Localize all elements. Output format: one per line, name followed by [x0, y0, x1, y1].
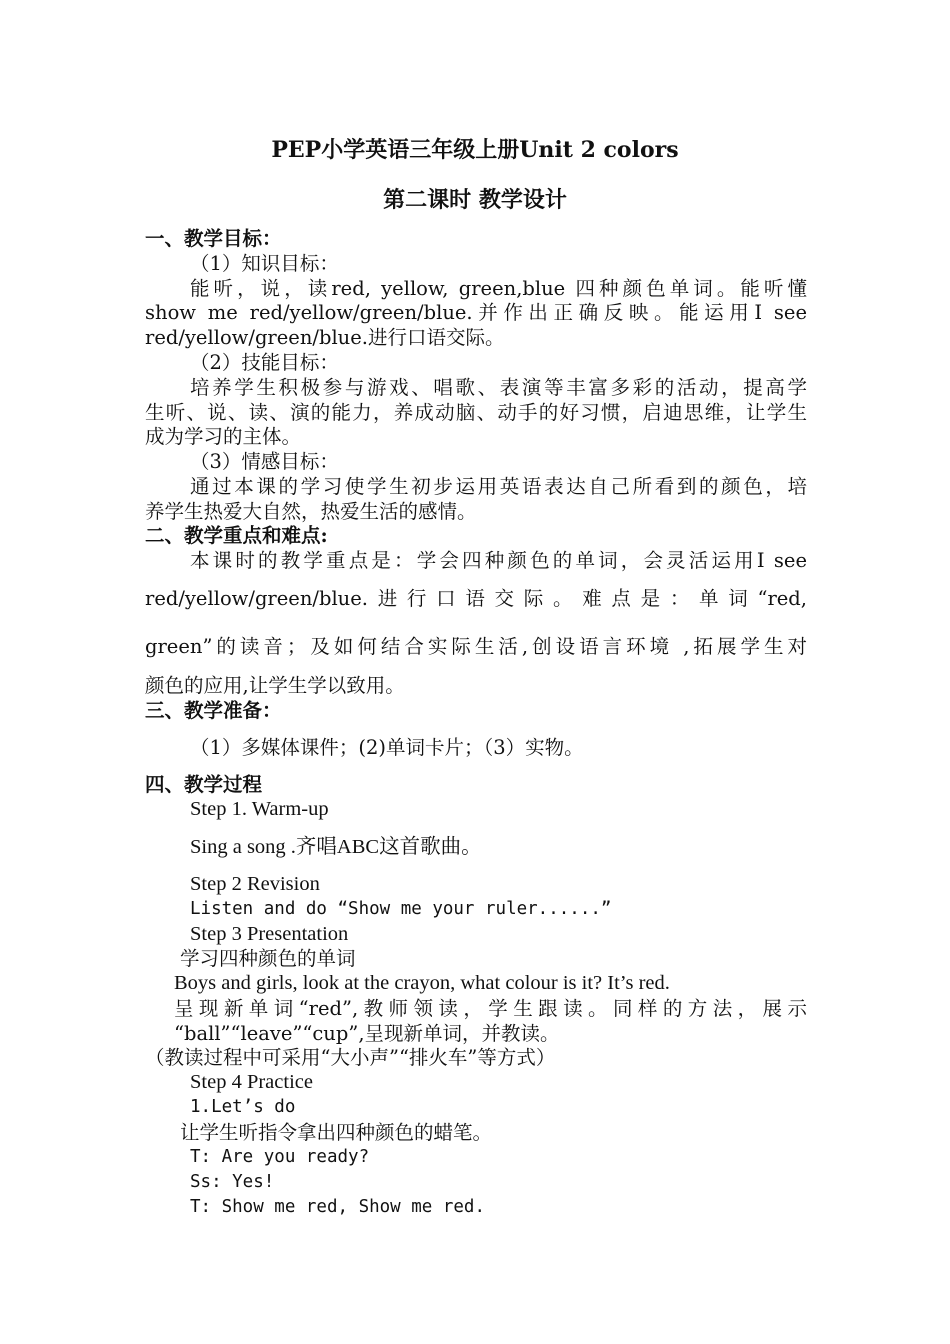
step-heading: Step 2 Revision [190, 873, 320, 895]
dialogue-line: T: Are you ready? [190, 1147, 370, 1167]
paragraph-line: 养学生热爱大自然，热爱生活的感情。 [145, 500, 477, 523]
paragraph-line: red/yellow/green/blue.进行口语交际。 [145, 326, 505, 349]
section-heading-preparation: 三、教学准备： [145, 699, 282, 722]
paragraph-line: 培养学生积极参与游戏、唱歌、表演等丰富多彩的活动，提高学 [190, 376, 807, 399]
paragraph-line: 让学生听指令拿出四种颜色的蜡笔。 [180, 1121, 493, 1144]
document-subtitle: 第二课时 教学设计 [383, 187, 567, 213]
document-title: PEP小学英语三年级上册Unit 2 colors [271, 137, 679, 163]
paragraph-line: Sing a song .齐唱ABC这首歌曲。 [190, 836, 482, 858]
paragraph-line: 呈现新单词“red”,教师领读，学生跟读。同样的方法，展示 [174, 997, 807, 1020]
section-heading-key-points: 二、教学重点和难点: [145, 524, 328, 547]
paragraph-line: red/yellow/green/blue.进行口语交际。难点是：单词“red, [145, 587, 807, 610]
paragraph-line: Listen and do “Show me your ruler......” [190, 899, 612, 919]
paragraph-line: （教读过程中可采用“大小声”“排火车”等方式） [145, 1046, 556, 1069]
paragraph-line: 学习四种颜色的单词 [180, 947, 356, 970]
step-heading: Step 3 Presentation [190, 923, 349, 945]
paragraph-line: green”的读音；及如何结合实际生活,创设语言环境 ,拓展学生对 [145, 635, 807, 658]
paragraph-line: （1）多媒体课件；(2)单词卡片；（3）实物。 [190, 736, 584, 759]
subheading-emotion: （3）情感目标： [190, 450, 339, 473]
subheading-skills: （2）技能目标： [190, 351, 339, 374]
section-heading-process: 四、教学过程 [145, 773, 263, 796]
step-heading: Step 4 Practice [190, 1071, 313, 1093]
section-heading-objectives: 一、教学目标： [145, 227, 282, 250]
paragraph-line: 生听、说、读、演的能力，养成动脑、动手的好习惯，启迪思维，让学生 [145, 401, 807, 424]
subheading-knowledge: （1）知识目标： [190, 252, 339, 275]
paragraph-line: 颜色的应用,让学生学以致用。 [145, 674, 405, 697]
paragraph-line: show me red/yellow/green/blue.并作出正确反映。能运用I see [145, 301, 807, 324]
paragraph-line: 通过本课的学习使学生初步运用英语表达自己所看到的颜色，培 [190, 475, 807, 498]
dialogue-line: T: Show me red, Show me red. [190, 1197, 486, 1217]
step-heading: Step 1. Warm-up [190, 798, 329, 820]
dialogue-line: Ss: Yes! [190, 1172, 275, 1192]
paragraph-line: 能听，说，读red, yellow, green,blue 四种颜色单词。能听懂 [190, 277, 807, 300]
paragraph-line: Boys and girls, look at the crayon, what colour is it? It’s red. [174, 972, 670, 994]
paragraph-line: “ball”“leave”“cup”,呈现新单词，并教读。 [174, 1022, 560, 1045]
paragraph-line: 成为学习的主体。 [145, 425, 302, 448]
paragraph-line: 1.Let’s do [190, 1097, 296, 1117]
paragraph-line: 本课时的教学重点是：学会四种颜色的单词，会灵活运用I see [190, 549, 807, 572]
